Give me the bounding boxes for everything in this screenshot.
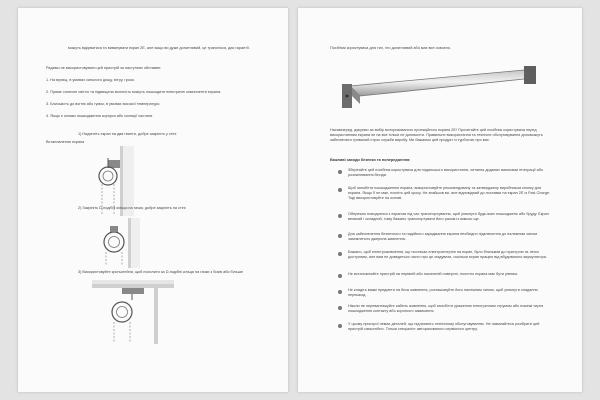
safety-item: Щоб запобігти пошкодженню екрана, використовуйте рекомендовану та затверджену виробником кнопку для екрана. Якщо її не має, почніть цей кроку. Не знайшов ви, але відповідний до поставки на екран 2E із Fast Charge. Тоді використовуйте на основі. xyxy=(348,186,551,201)
bullet-icon xyxy=(338,170,342,174)
step-1-label: 1) Надягніть екран на два гвинти, добре закріпіть у стіні xyxy=(78,132,177,136)
bullet-icon xyxy=(338,274,342,278)
intro-paragraph: Насамперед, дякуємо за вибір моторизованого проекційного екрана 2E! Прочитайте цей посібник користувача перед використанням екрана не на все тільки не допомогти. Правильне використання та технічне обслуговування допоможуть забезпечити тривалий строк служби виробу. Ми бажаємо цей продукт із турботою про вас. xyxy=(330,128,543,143)
step-3-label: 3) Використовуйте кронштейни, щоб посилити за D-подібні кільця на гачки з боків або більше xyxy=(78,270,243,274)
safety-item: Ніколи не перевантажуйте кабель живлення, щоб запобігти ураженню електричним струмом або пожежі через пошкодження контакту або короткого замикання. xyxy=(348,304,544,314)
bullet-icon xyxy=(338,306,342,310)
screen-housing-illustration xyxy=(338,64,544,120)
bullet-icon xyxy=(338,188,342,192)
install-heading: Встановлення екрана xyxy=(46,140,85,144)
step-2-illustration xyxy=(100,218,140,268)
right-page xyxy=(298,8,582,392)
bullet-icon xyxy=(338,214,342,218)
safety-item: Зберігайте цей посібник користувача для подальшого використання, читання доданих вимогами інтеграції або розпилювання бесіди. xyxy=(348,168,544,178)
intro-text: можуть відірватися та вимкнувати екран 2E, але якщо ви дуже допитливий, це трапилося, дає гарантії. xyxy=(68,46,250,50)
header-note: Посібник користувача для тих, хто допитливий або має все освоєно. xyxy=(330,46,451,50)
safety-item: У цьому пристрої немає деталей, що підлягають технічному обслуговуванню. Не намагайтеся розібрати цей пристрій самостійно. Тільки спеціаліст авторизованого сервісного центру. xyxy=(348,322,540,332)
safety-heading: Важливі заходи безпеки та попередження: xyxy=(330,158,411,162)
bullet-icon xyxy=(338,324,342,328)
safety-item: Не встановлюйте пристрій на нерівній або нахиленій поверхні, полотно екрана має бути рівним. xyxy=(348,272,518,276)
precaution-item: 2. Пряме сонячне світло та підвищена вологість можуть пошкодити електричні компоненти екрана. xyxy=(46,90,222,94)
step-3-illustration xyxy=(92,280,174,344)
safety-item: Бажано, щоб електроживлення, що постачає електроенергію на екран, було близьким до пристрою та легко доступним, але вам не доведеться часто про це згадувати, оскільки екран працює від вбудованого акумулятора. xyxy=(348,250,547,260)
safety-item: Обережно поводитися з екраном під час транспортування, щоб уникнути будь-яких пошкоджень або бруду. Екран великий і складний, тому бажано транспортувати його разом із кимось ще. xyxy=(348,212,549,222)
bullet-icon xyxy=(338,234,342,238)
left-page xyxy=(18,8,288,392)
bullet-icon xyxy=(338,290,342,294)
safety-item: Не кладіть важкі предмети на блок живлення, розташовуйте його належним чином, щоб уникнути спадання перешкод. xyxy=(348,288,538,298)
safety-item: Для забезпечення безпечного та надійного заряджання екрана необхідно підключення до належним чином заземленого джерела живлення. xyxy=(348,232,538,242)
step-2-label: 2) Закріпіть D-подібні кільця на гачки, добре закріпіть на стіні xyxy=(78,206,186,210)
bullet-icon xyxy=(338,252,342,256)
precaution-item: 1. На вулиці, в умовах сильного дощу, вітру, грози. xyxy=(46,78,135,82)
precautions-heading: Радимо не використовувати цей пристрій за наступних обставин: xyxy=(46,66,162,70)
precaution-item: 3. Близькість до вогню або гумок, в умовах високої температури. xyxy=(46,102,161,106)
precaution-item: 4. Якщо є ознаки пошкодження корпуса або ізоляції частини. xyxy=(46,114,154,118)
